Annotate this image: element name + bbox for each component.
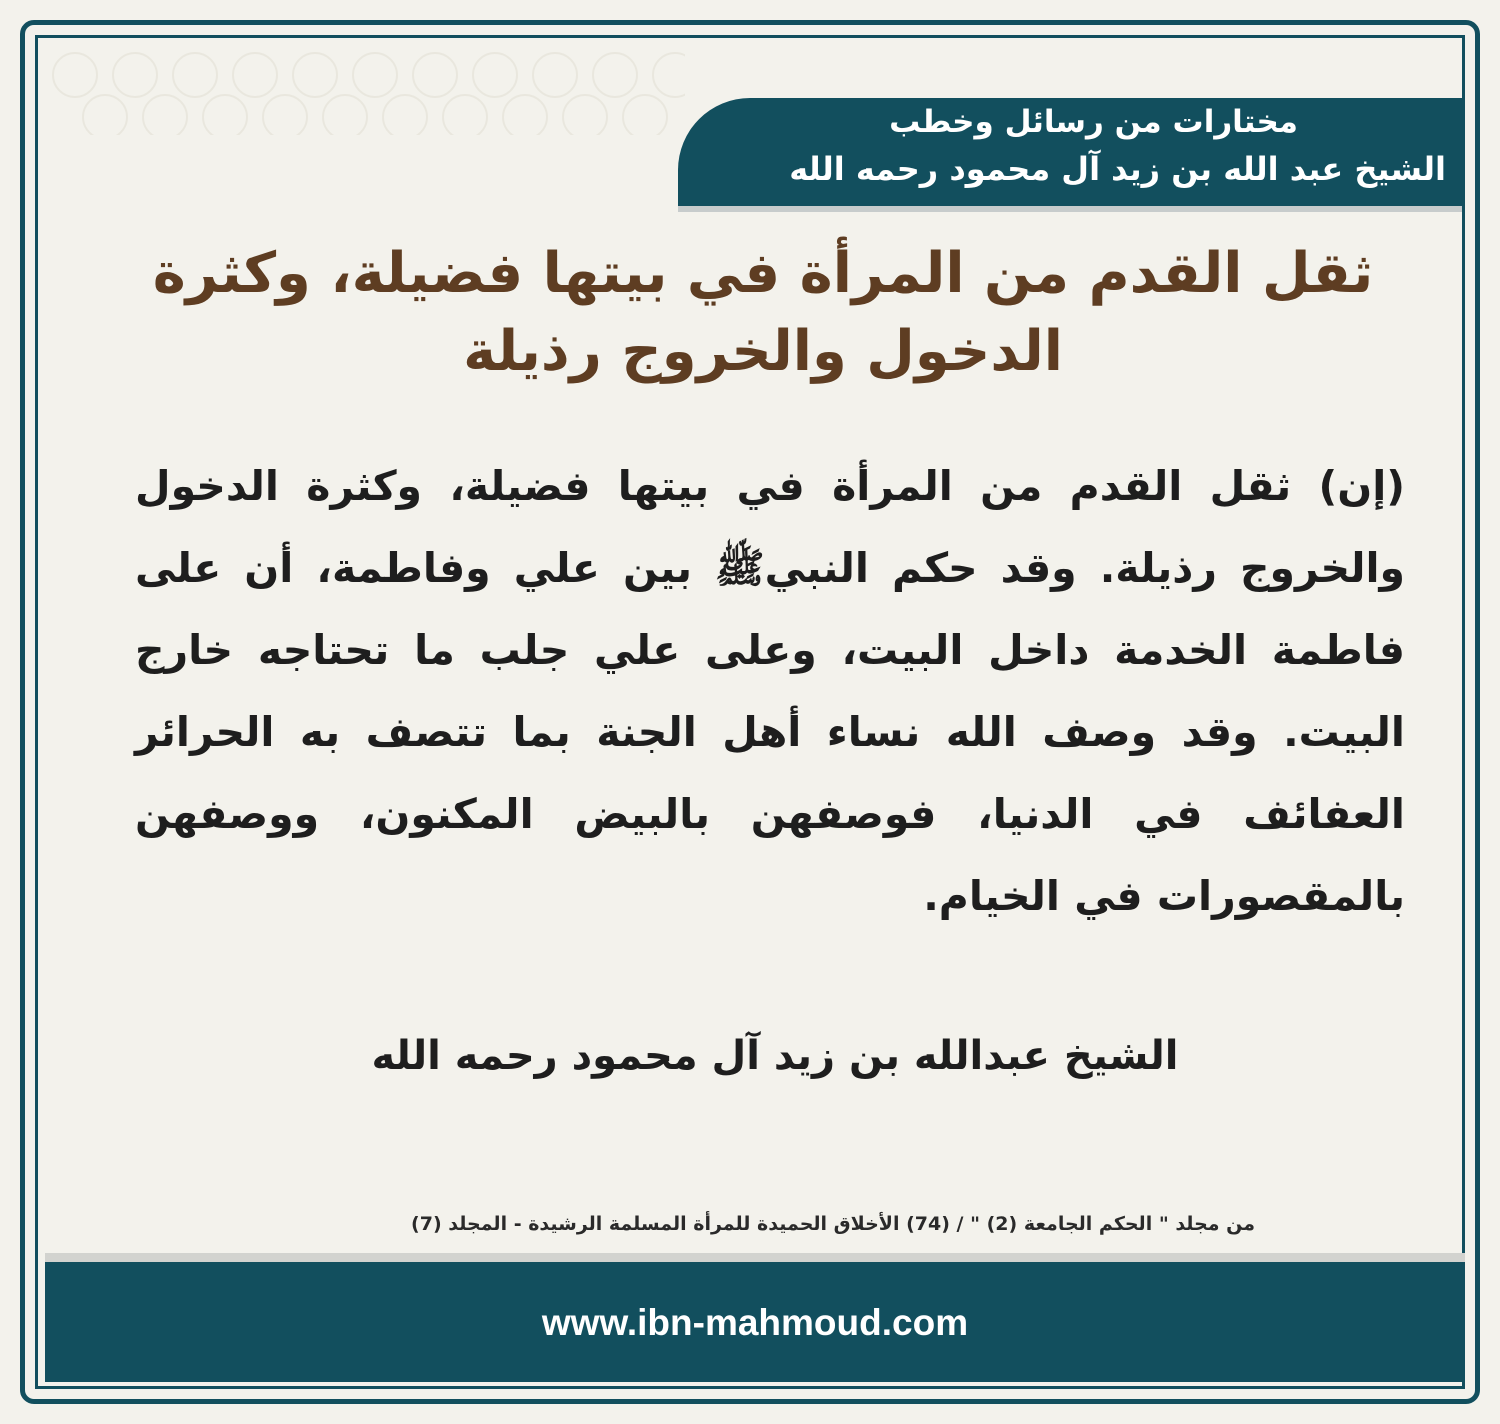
footer-bar bbox=[45, 1262, 1465, 1382]
quote-body: (إن) ثقل القدم من المرأة في بيتها فضيلة، وكثرة الدخول والخروج رذيلة. وقد حكم النبيﷺ بين علي وفاطمة، أن على فاطمة الخدمة داخل البيت، وعلى علي جلب ما تحتاجه خارج البيت. وقد وصف الله نساء أهل الجنة بما تتصف به الحرائر العفائف في الدنيا، فوصفهن بالبيض المكنون، ووصفهن بالمقصورات في الخيام. bbox=[135, 462, 1405, 920]
series-title: مختارات من رسائل وخطب bbox=[889, 104, 1298, 140]
author-name-header: الشيخ عبد الله بن زيد آل محمود رحمه الله bbox=[789, 150, 1446, 188]
quote-card bbox=[20, 20, 1480, 1404]
author-signature: الشيخ عبدالله بن زيد آل محمود رحمه الله bbox=[371, 1033, 1179, 1079]
website-link[interactable]: www.ibn-mahmoud.com bbox=[541, 1302, 969, 1343]
decorative-pattern bbox=[45, 45, 685, 135]
quote-title: ثقل القدم من المرأة في بيتها فضيلة، وكثرة الدخول والخروج رذيلة bbox=[152, 241, 1374, 384]
source-citation: من مجلد " الحكم الجامعة (2) " / (74) الأخلاق الحميدة للمرأة المسلمة الرشيدة - المجلد (7) bbox=[411, 1213, 1255, 1235]
header-banner bbox=[678, 98, 1462, 206]
